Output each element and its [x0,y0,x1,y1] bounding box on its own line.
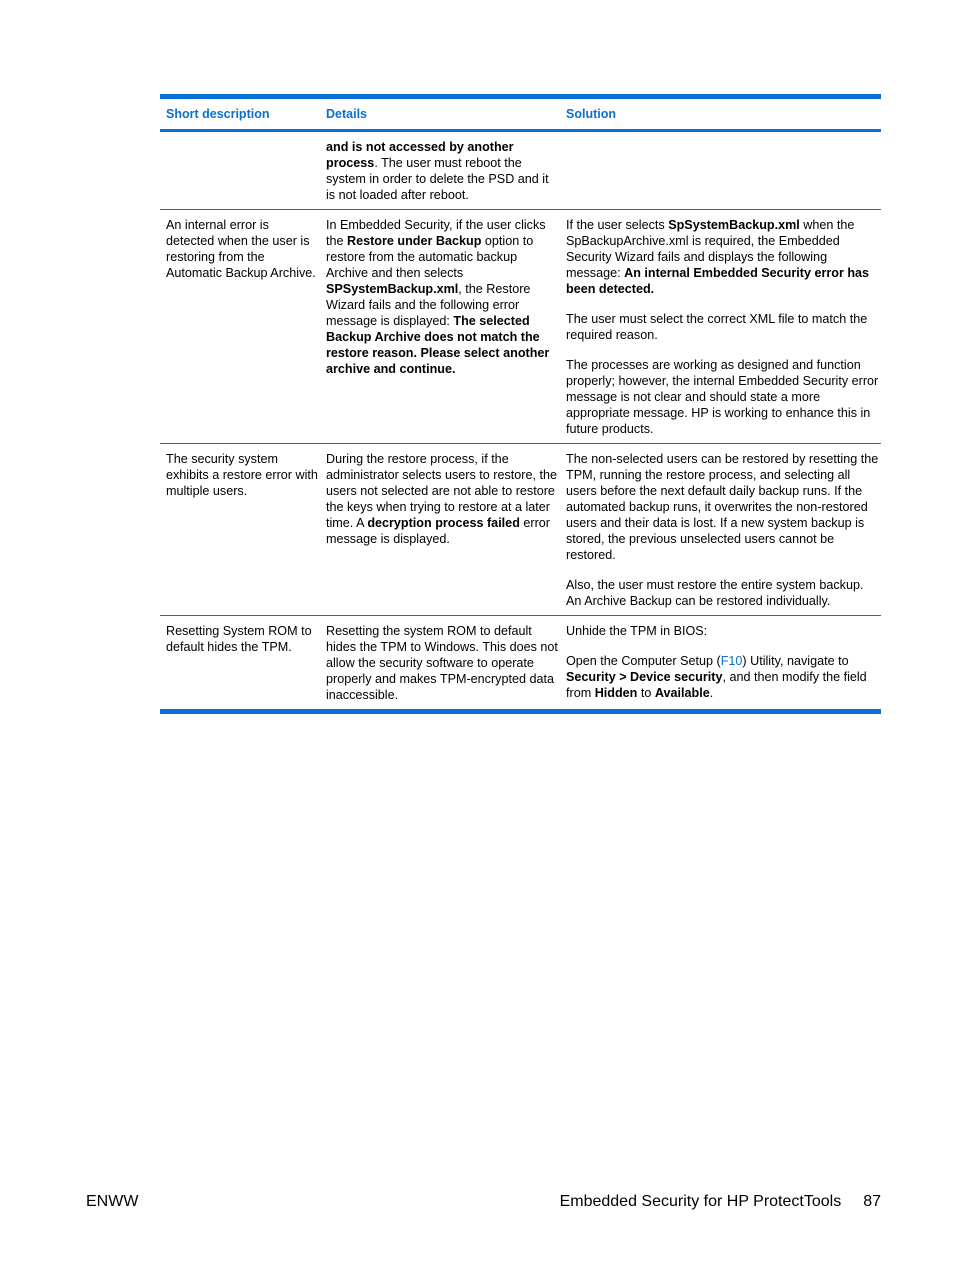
table-row [160,210,881,443]
footer-title: Embedded Security for HP ProtectTools [559,1193,842,1210]
text-run: when the SpBackupArchive.xml is required, the Embedded Security Wizard fails and displays the following message: [566,218,855,280]
table-body [160,132,881,709]
short-description-cell: An internal error is detected when the user is restoring from the Automatic Backup Archive. [166,218,316,280]
text-run: Resetting the system ROM to default hides the TPM to Windows. This does not allow the security software to operate properly and makes TPM-encrypted data inaccessible. [326,624,558,702]
cell-paragraph [566,577,881,609]
solution-cell [560,444,881,615]
cell-paragraph [566,623,881,639]
text-run: If the user selects [566,218,669,232]
text-run: to [637,686,655,700]
text-run: The non-selected users can be restored by resetting the TPM, running the restore process, and selecting all users before the next default daily backup runs. If the automated backup runs, it overwrites the non-restored users and their data is lost. If a new system backup is stored, the previous unselected users cannot be restored. [566,452,879,562]
bold-text: SpSystemBackup.xml [668,218,800,232]
short-description-cell: The security system exhibits a restore error with multiple users. [166,452,318,498]
cell-paragraph [326,139,560,203]
bold-text: SPSystemBackup.xml [326,282,459,296]
solution-cell [560,132,881,209]
text-run: The processes are working as designed and function properly; however, the internal Embedded Security error message is not clear and should state a more appropriate message. HP is working to enhance this in future products. [566,358,879,436]
text-run: Open the Computer Setup ( [566,654,721,668]
details-cell [320,444,560,615]
bold-text: The selected Backup Archive does not match the restore reason. Please select another archive and continue. [326,314,550,376]
text-run: option to restore from the automatic backup Archive and then selects [326,234,534,280]
bold-text: Available [654,686,710,700]
f10-key-link[interactable]: F10 [720,654,743,668]
text-run: Unhide the TPM in BIOS: [566,624,708,638]
text-run: Also, the user must restore the entire system backup. An Archive Backup can be restored individually. [566,578,864,608]
details-cell [320,132,560,209]
text-run: The user must select the correct XML file to match the required reason. [566,312,868,342]
bold-text: Restore under Backup [347,234,482,248]
bold-text: decryption process failed [367,516,520,530]
cell-paragraph [566,217,881,297]
details-cell [320,616,560,709]
text-run: , the Restore Wizard fails and the following error message is displayed: [326,282,531,328]
cell-paragraph [326,623,560,703]
table-row [160,616,881,709]
bold-text: An internal Embedded Security error has been detected. [566,266,870,296]
page-number: 87 [863,1193,881,1210]
details-cell [320,210,560,443]
bold-text: Hidden [594,686,638,700]
table-bottom-rule [160,709,881,714]
table-header-row [160,99,881,129]
cell-paragraph [326,217,560,377]
cell-paragraph [566,653,881,701]
text-run: ) Utility, navigate to [742,654,849,668]
short-description-cell: Resetting System ROM to default hides the TPM. [166,624,312,654]
cell-paragraph [566,311,881,343]
text-run: error message is displayed. [326,516,550,546]
cell-paragraph [326,451,560,547]
footer-left-label: ENWW [86,1193,139,1210]
header-short-description: Short description [166,107,270,121]
header-solution: Solution [566,107,616,121]
table-row [160,444,881,615]
troubleshooting-table [160,94,881,714]
text-run: , and then modify the field from [566,670,867,700]
solution-cell [560,616,881,709]
cell-paragraph [566,451,881,563]
text-run: . [709,686,714,700]
cell-paragraph [566,357,881,437]
solution-cell [560,210,881,443]
bold-text: and is not accessed by another process [326,140,514,170]
bold-text: Security > Device security [566,670,723,684]
table-row [160,132,881,209]
text-run: During the restore process, if the administrator selects users to restore, the users not selected are not able to restore the keys when trying to restore at a later time. A [326,452,557,530]
footer-right [560,1193,881,1211]
text-run: . The user must reboot the system in order to delete the PSD and it is not loaded after reboot. [326,156,549,202]
text-run: In Embedded Security, if the user clicks the [326,218,546,248]
short-description-cell [160,132,320,209]
header-details: Details [326,107,367,121]
